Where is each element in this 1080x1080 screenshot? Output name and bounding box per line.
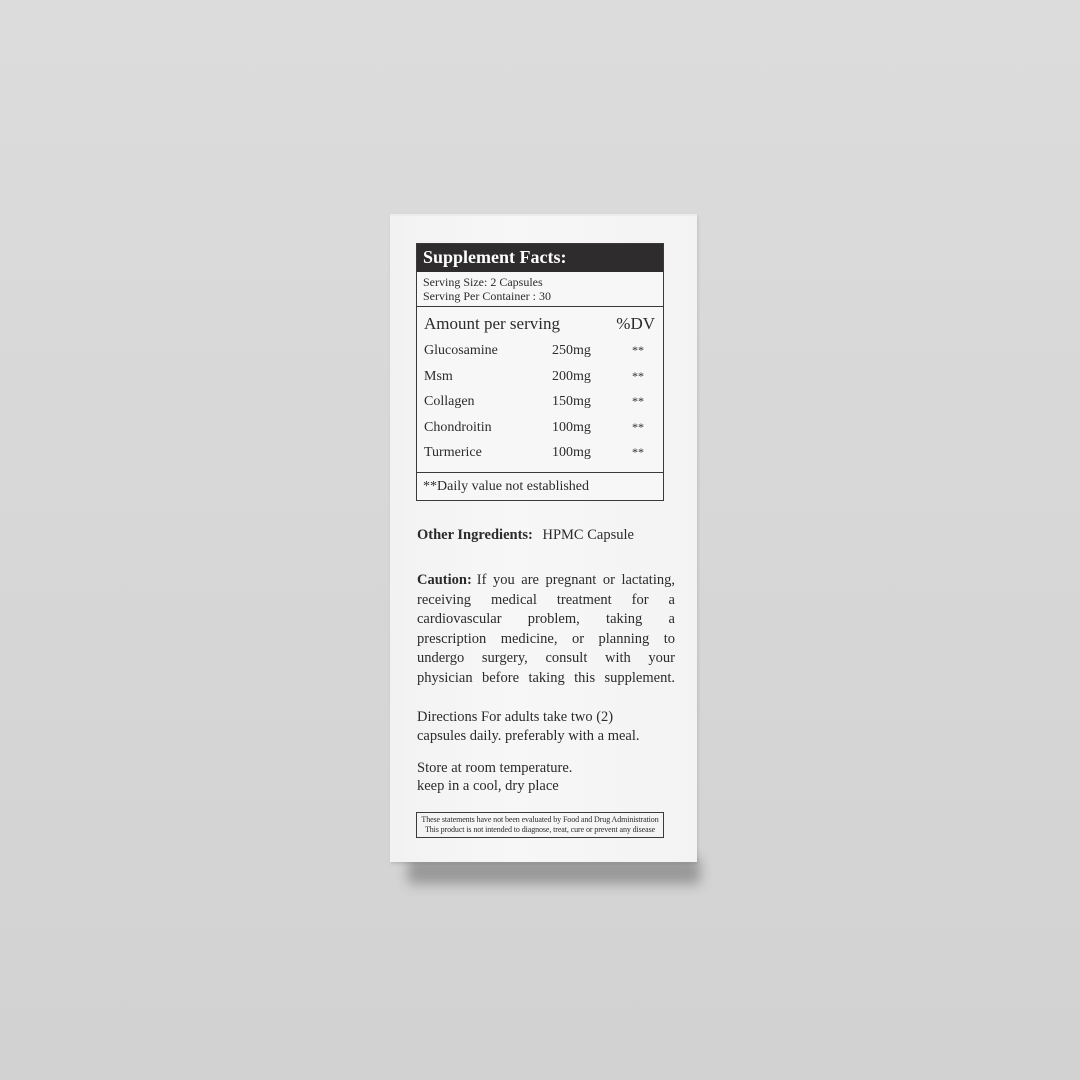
daily-value-note: **Daily value not established — [423, 478, 590, 494]
directions-line: Directions For adults take two (2) — [417, 709, 614, 725]
other-ingredients-label: Other Ingredients: — [417, 527, 533, 543]
nutrient-dv: ** — [632, 445, 644, 459]
nutrient-row — [417, 364, 663, 390]
nutrient-row — [417, 389, 663, 415]
nutrient-name: Msm — [424, 368, 453, 384]
caution-line — [417, 571, 675, 591]
nutrient-amount: 100mg — [552, 445, 591, 460]
storage-line: Store at room temperature. — [417, 760, 573, 776]
storage-text — [417, 760, 679, 795]
fda-disclaimer — [416, 812, 664, 838]
nutrient-row — [417, 415, 663, 441]
nutrient-amount: 150mg — [552, 394, 591, 409]
nutrient-dv: ** — [632, 419, 644, 434]
nutrient-amount: 200mg — [552, 368, 591, 384]
serving-info — [417, 272, 663, 307]
amount-per-serving-header: Amount per serving — [424, 314, 560, 333]
caution-line: receiving medical treatment for a — [417, 591, 675, 608]
directions-line: capsules daily. preferably with a meal. — [417, 728, 640, 744]
nutrient-name: Turmerice — [424, 445, 482, 460]
disclaimer-line: These statements have not been evaluated by Food and Drug Administration — [421, 815, 659, 824]
nutrient-list — [417, 336, 663, 473]
caution-text — [417, 571, 675, 688]
nutrient-dv: ** — [632, 394, 644, 408]
other-ingredients-value: HPMC Capsule — [542, 527, 634, 543]
disclaimer-line: This product is not intended to diagnose, treat, cure or prevent any disease — [424, 825, 656, 834]
box-top-edge — [390, 214, 697, 216]
supplement-box — [390, 214, 697, 862]
nutrient-name: Chondroitin — [424, 419, 492, 435]
facts-title: Supplement Facts: — [417, 244, 663, 272]
serving-size: Serving Size: 2 Capsules — [423, 275, 543, 289]
nutrient-row — [417, 338, 663, 364]
caution-line: cardiovascular problem, taking a — [417, 611, 675, 627]
caution-line: physician before taking this supplement. — [417, 669, 675, 686]
caution-line-text: If you are pregnant or lactating, — [476, 572, 675, 588]
nutrient-dv: ** — [632, 343, 644, 357]
caution-label: Caution: — [417, 572, 472, 588]
nutrient-name: Glucosamine — [424, 343, 498, 358]
supplement-facts-panel — [416, 243, 664, 501]
nutrient-amount: 100mg — [552, 419, 591, 435]
nutrient-name: Collagen — [424, 394, 475, 409]
dv-header: %DV — [616, 314, 655, 333]
nutrient-dv: ** — [632, 368, 644, 383]
caution-line: prescription medicine, or planning to — [417, 630, 675, 647]
storage-line: keep in a cool, dry place — [417, 777, 559, 794]
caution-line: undergo surgery, consult with your — [417, 650, 675, 666]
serving-per-container: Serving Per Container : 30 — [423, 289, 551, 303]
nutrient-amount: 250mg — [552, 343, 591, 358]
directions-text — [417, 708, 679, 746]
amount-header-row — [417, 307, 663, 336]
other-ingredients — [417, 527, 634, 544]
nutrient-row — [417, 440, 663, 466]
